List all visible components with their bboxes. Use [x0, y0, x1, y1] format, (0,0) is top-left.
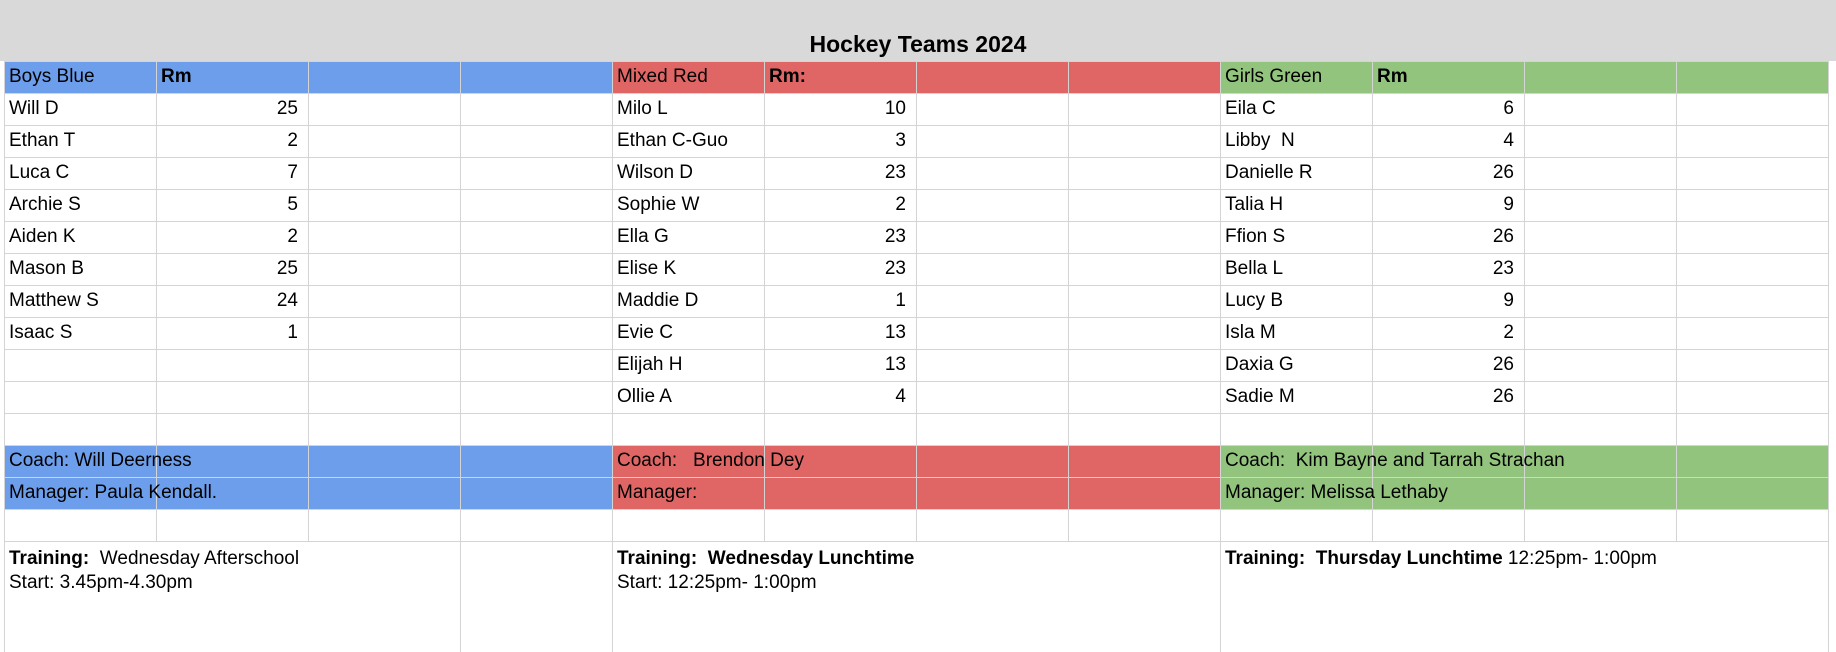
player-room[interactable]: 26 [1492, 162, 1514, 183]
player-name[interactable]: Sadie M [1225, 386, 1295, 407]
player-room[interactable]: 23 [1492, 258, 1514, 279]
manager-text[interactable]: Manager: Paula Kendall. [9, 482, 218, 503]
grid-col-line [1220, 61, 1221, 541]
player-name[interactable]: Talia H [1225, 194, 1284, 215]
player-room[interactable]: 9 [1503, 194, 1514, 215]
training-label: Training: [617, 548, 698, 569]
team-name[interactable]: Girls Green [1225, 66, 1323, 87]
player-room[interactable]: 1 [287, 322, 298, 343]
player-name[interactable]: Bella L [1225, 258, 1284, 279]
player-name[interactable]: Eila C [1225, 98, 1276, 119]
player-room[interactable]: 26 [1492, 354, 1514, 375]
player-room[interactable]: 25 [276, 98, 298, 119]
player-room[interactable]: 3 [895, 130, 906, 151]
room-column-header[interactable]: Rm: [769, 66, 806, 87]
grid-col-line [916, 61, 917, 541]
player-room[interactable]: 5 [287, 194, 298, 215]
player-name[interactable]: Elijah H [617, 354, 683, 375]
grid-row-line [4, 541, 1828, 542]
player-name[interactable]: Maddie D [617, 290, 699, 311]
player-name[interactable]: Ella G [617, 226, 669, 247]
player-room[interactable]: 2 [895, 194, 906, 215]
player-room[interactable]: 13 [884, 322, 906, 343]
manager-text[interactable]: Manager: Melissa Lethaby [1225, 482, 1448, 503]
grid-col-line [1828, 61, 1829, 541]
grid-col-line [1220, 541, 1221, 652]
training-label: Training: [1225, 548, 1306, 569]
player-room[interactable]: 1 [895, 290, 906, 311]
player-room[interactable]: 26 [1492, 386, 1514, 407]
player-room[interactable]: 7 [287, 162, 298, 183]
grid-col-line [612, 61, 613, 541]
grid-col-line [4, 541, 5, 652]
player-room[interactable]: 4 [895, 386, 906, 407]
coach-text[interactable]: Coach: Brendon Dey [617, 450, 804, 471]
grid-col-line [1676, 61, 1677, 541]
training-info[interactable] [617, 547, 914, 595]
player-room[interactable]: 2 [287, 226, 298, 247]
player-room[interactable]: 23 [884, 162, 906, 183]
room-column-header[interactable]: Rm [1377, 66, 1408, 87]
player-name[interactable]: Sophie W [617, 194, 700, 215]
player-room[interactable]: 2 [1503, 322, 1514, 343]
player-name[interactable]: Wilson D [617, 162, 694, 183]
player-room[interactable]: 2 [287, 130, 298, 151]
player-name[interactable]: Matthew S [9, 290, 99, 311]
grid-col-line [460, 61, 461, 541]
training-label: Training: [9, 548, 90, 569]
player-name[interactable]: Milo L [617, 98, 668, 119]
player-room[interactable]: 13 [884, 354, 906, 375]
team-name[interactable]: Mixed Red [617, 66, 708, 87]
player-room[interactable]: 26 [1492, 226, 1514, 247]
training-start: Start: 3.45pm-4.30pm [9, 572, 193, 593]
manager-text[interactable]: Manager: [617, 482, 698, 503]
team-name[interactable]: Boys Blue [9, 66, 95, 87]
grid-col-line [308, 61, 309, 541]
training-line [1225, 547, 1657, 571]
grid-col-line [1068, 61, 1069, 541]
player-room[interactable]: 9 [1503, 290, 1514, 311]
player-name[interactable]: Luca C [9, 162, 70, 183]
coach-text[interactable]: Coach: Kim Bayne and Tarrah Strachan [1225, 450, 1565, 471]
player-room[interactable]: 4 [1503, 130, 1514, 151]
training-time: 12:25pm- 1:00pm [1502, 548, 1657, 569]
player-name[interactable]: Mason B [9, 258, 84, 279]
player-name[interactable]: Will D [9, 98, 59, 119]
coach-text[interactable]: Coach: Will Deerness [9, 450, 192, 471]
training-line [617, 547, 914, 571]
player-room[interactable]: 25 [276, 258, 298, 279]
player-name[interactable]: Aiden K [9, 226, 76, 247]
training-start: Start: 12:25pm- 1:00pm [617, 572, 817, 593]
training-line [9, 547, 299, 571]
player-name[interactable]: Isaac S [9, 322, 73, 343]
training-day: Thursday Lunchtime [1305, 548, 1503, 569]
grid-col-line [460, 541, 461, 652]
training-info[interactable] [9, 547, 299, 595]
player-name[interactable]: Isla M [1225, 322, 1276, 343]
player-name[interactable]: Danielle R [1225, 162, 1313, 183]
player-room[interactable]: 6 [1503, 98, 1514, 119]
training-info[interactable] [1225, 547, 1657, 571]
player-room[interactable]: 10 [884, 98, 906, 119]
sheet-title[interactable]: Hockey Teams 2024 [809, 31, 1027, 57]
player-room[interactable]: 23 [884, 258, 906, 279]
player-room[interactable]: 24 [276, 290, 298, 311]
player-name[interactable]: Ollie A [617, 386, 672, 407]
grid-col-line [4, 61, 5, 541]
player-name[interactable]: Ethan C-Guo [617, 130, 728, 151]
training-day: Wednesday Afterschool [89, 548, 300, 569]
player-name[interactable]: Libby N [1225, 130, 1295, 151]
player-name[interactable]: Archie S [9, 194, 81, 215]
player-room[interactable]: 23 [884, 226, 906, 247]
player-name[interactable]: Ethan T [9, 130, 76, 151]
player-name[interactable]: Lucy B [1225, 290, 1284, 311]
grid-col-line [1828, 541, 1829, 652]
player-name[interactable]: Evie C [617, 322, 673, 343]
player-name[interactable]: Daxia G [1225, 354, 1294, 375]
player-name[interactable]: Elise K [617, 258, 677, 279]
room-column-header[interactable]: Rm [161, 66, 192, 87]
grid-col-line [612, 541, 613, 652]
training-day: Wednesday Lunchtime [697, 548, 915, 569]
player-name[interactable]: Ffion S [1225, 226, 1286, 247]
